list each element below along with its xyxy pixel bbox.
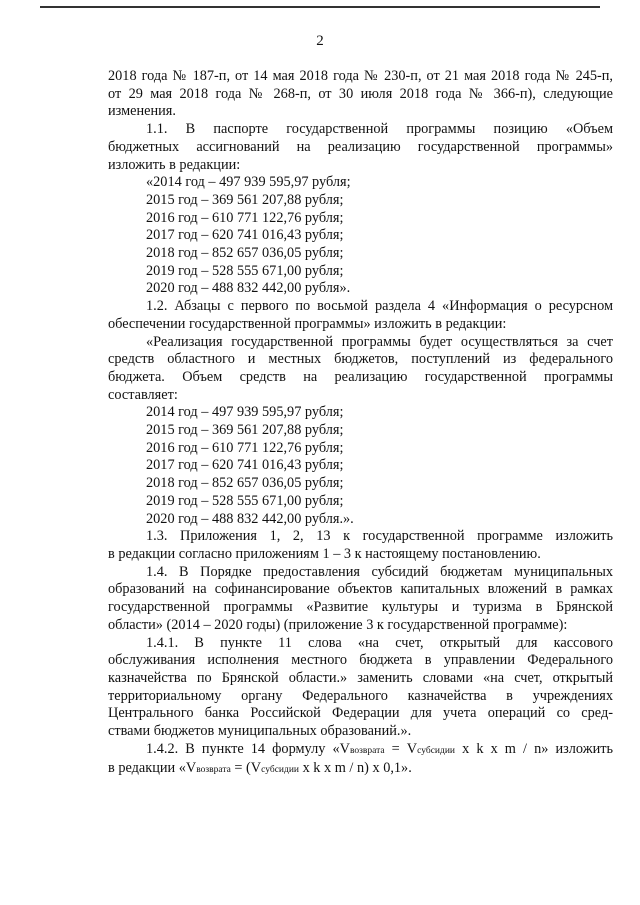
text-line: территориальному органу Федерального казначейства в учреждениях	[108, 687, 613, 704]
text-line: области» (2014 – 2020 годы) (приложение 3 к государственной программе):	[108, 616, 568, 633]
formula-subscript: субсидии	[417, 745, 455, 756]
formula-text: x k x m / n» изложить	[455, 740, 613, 757]
text-line: от 29 мая 2018 года № 268-п, от 30 июля 2018 года № 366-п), следующие	[108, 85, 613, 102]
text-line: ствами бюджетов муниципальных образований.».	[108, 723, 412, 740]
formula-text: 1.4.2. В пункте 14 формулу «V	[146, 740, 350, 757]
paragraph-1-2: 1.2. Абзацы с первого по восьмой раздела 4 «Информация о ресурсном	[146, 298, 613, 315]
budget-line: «2014 год – 497 939 595,97 рубля;	[146, 174, 351, 191]
formula-text: = V	[384, 740, 418, 757]
formula-subscript: возврата	[196, 765, 231, 776]
budget-line: 2017 год – 620 741 016,43 рубля;	[146, 457, 344, 474]
text-line: казначейства по Брянской области.» заменить словами «на счет, открытый	[108, 669, 613, 686]
budget-line: 2015 год – 369 561 207,88 рубля;	[146, 422, 344, 439]
text-line: изложить в редакции:	[108, 156, 241, 173]
budget-line: 2016 год – 610 771 122,76 рубля;	[146, 439, 344, 456]
budget-line: 2019 год – 528 555 671,00 рубля;	[146, 492, 344, 509]
formula-text: x k x m / n) x 0,1».	[299, 760, 412, 777]
paragraph-1-4-1: 1.4.1. В пункте 11 слова «на счет, открытый для кассового	[146, 634, 613, 651]
budget-line: 2014 год – 497 939 595,97 рубля;	[146, 404, 344, 421]
formula-subscript: возврата	[349, 745, 385, 756]
text-line: средств областного и местных бюджетов, поступлений из федерального	[108, 351, 613, 368]
budget-line: 2018 год – 852 657 036,05 рубля;	[146, 245, 344, 262]
budget-line: 2019 год – 528 555 671,00 рубля;	[146, 262, 344, 279]
paragraph-1-4: 1.4. В Порядке предоставления субсидий бюджетам муниципальных	[146, 563, 613, 580]
text-line: в редакции согласно приложениям 1 – 3 к настоящему постановлению.	[108, 545, 541, 562]
text-line: Центрального банка Российской Федерации для учета операций со сред-	[108, 705, 613, 722]
text-line: бюджета. Объем средств на реализацию государственной программы	[108, 368, 613, 385]
page-number: 2	[316, 33, 324, 49]
text-line: обслуживания исполнения местного бюджета в управлении Федерального	[108, 652, 613, 669]
text-line: составляет:	[108, 386, 178, 403]
text-line: образований на софинансирование объектов капитальных вложений в рамках	[108, 581, 613, 598]
formula-text: = (V	[230, 760, 262, 777]
text-line: обеспечении государственной программы» изложить в редакции:	[108, 315, 507, 332]
formula-line	[108, 760, 613, 780]
text-line: 2018 года № 187-п, от 14 мая 2018 года № 230-п, от 21 мая 2018 года № 245-п,	[108, 68, 613, 84]
budget-line: 2020 год – 488 832 442,00 рубля».	[146, 280, 351, 297]
budget-line: 2016 год – 610 771 122,76 рубля;	[146, 209, 344, 226]
top-border-line	[40, 6, 600, 8]
quote-paragraph: «Реализация государственной программы будет осуществляться за счет	[146, 333, 613, 350]
text-line: государственной программы «Развитие культуры и туризма в Брянской	[108, 599, 613, 616]
budget-line: 2020 год – 488 832 442,00 рубля.».	[146, 510, 354, 527]
text-line: бюджетных ассигнований на реализацию государственной программы»	[108, 138, 613, 155]
budget-line: 2015 год – 369 561 207,88 рубля;	[146, 191, 344, 208]
budget-line: 2018 год – 852 657 036,05 рубля;	[146, 475, 344, 492]
formula-text: в редакции «V	[108, 760, 197, 777]
paragraph-1-1: 1.1. В паспорте государственной программы позицию «Объем	[146, 121, 613, 138]
text-line: изменения.	[108, 103, 176, 120]
budget-line: 2017 год – 620 741 016,43 рубля;	[146, 227, 344, 244]
document-body	[108, 68, 613, 780]
formula-subscript: субсидии	[261, 765, 299, 776]
paragraph-1-4-2	[108, 741, 613, 761]
paragraph-1-3: 1.3. Приложения 1, 2, 13 к государственной программе изложить	[146, 528, 613, 545]
